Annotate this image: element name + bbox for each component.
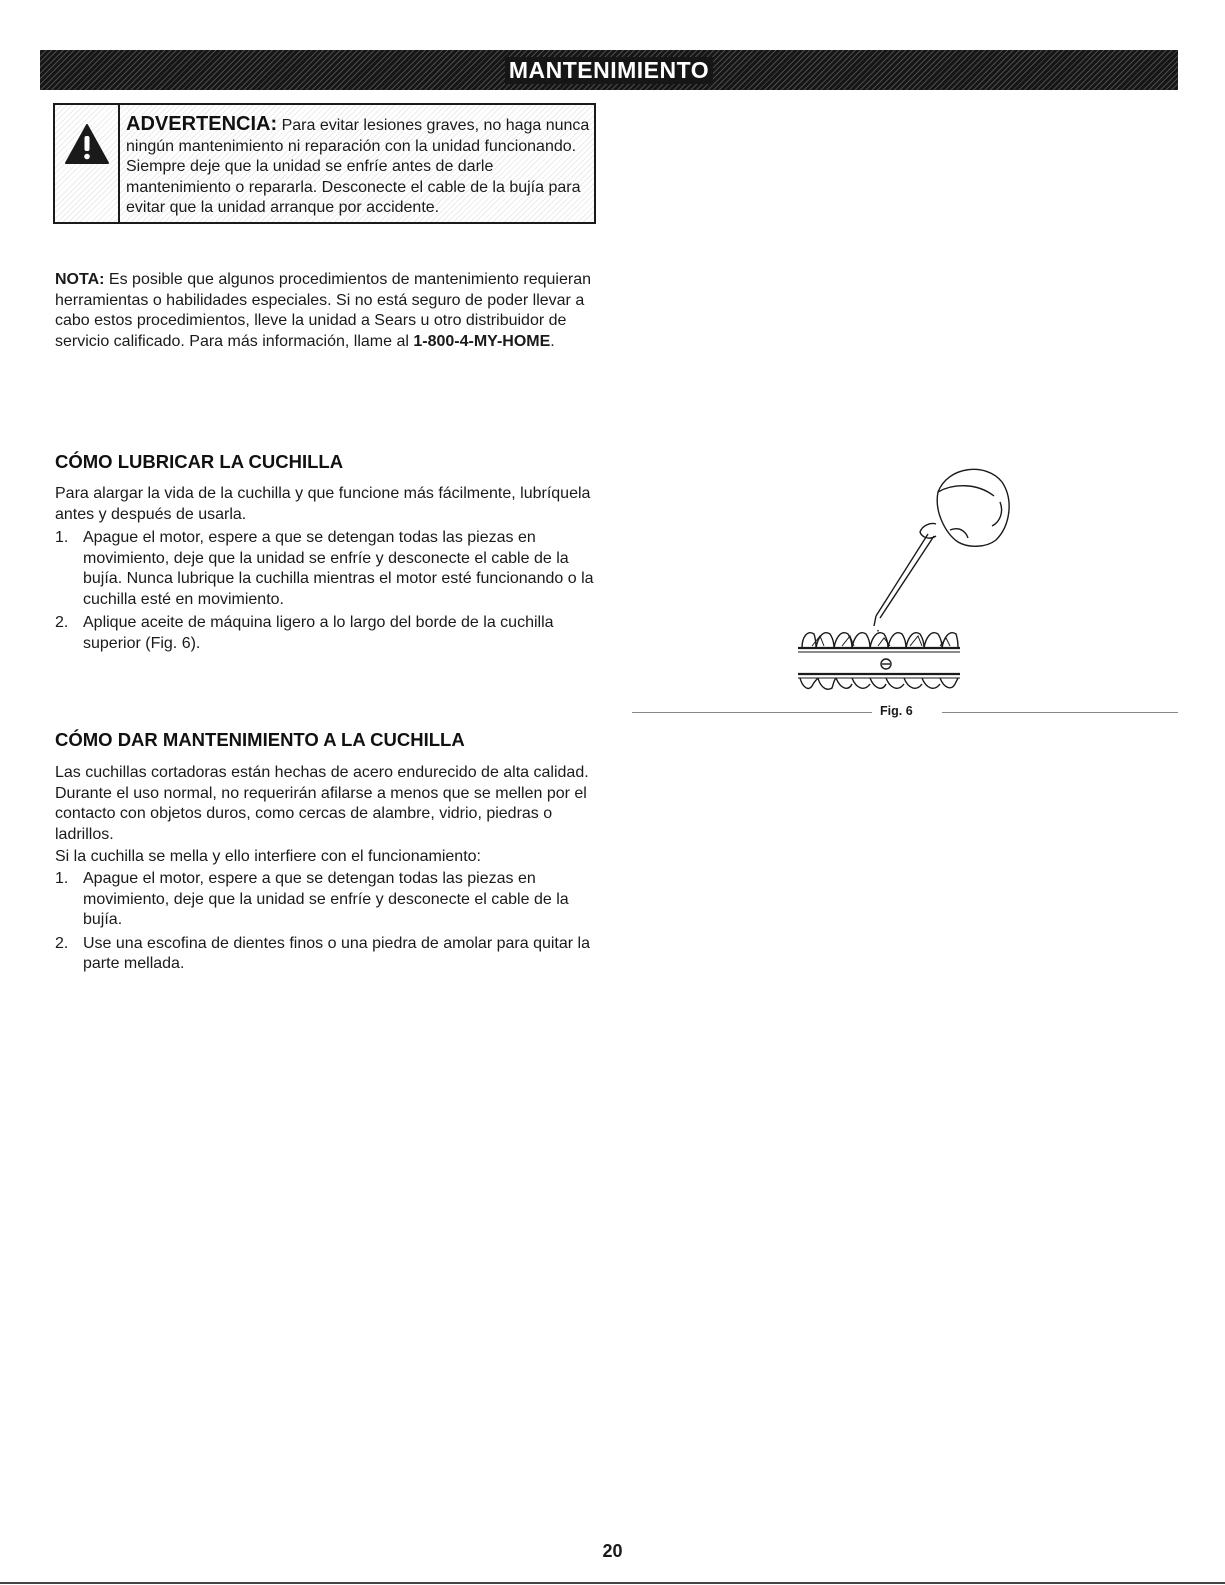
warning-triangle-icon [64, 123, 110, 165]
note-label: NOTA: [55, 271, 105, 288]
note-body: Es posible que algunos procedimientos de mantenimiento requieran herramientas o habilidades especiales. Si no está seguro de poder llevar a cabo estos procedimientos, lleve la unidad a Sears u otro distribuidor de servicio calificado. Para más información, llame al [55, 271, 591, 350]
steps-maintain [55, 869, 595, 978]
warning-box [53, 103, 596, 224]
oil-can-on-blade-illustration [790, 456, 1020, 698]
figure-caption: Fig. 6 [880, 704, 913, 718]
section-title-bar [40, 50, 1178, 90]
figure-rule-right [942, 712, 1178, 713]
warning-text [126, 114, 591, 219]
page-title: MANTENIMIENTO [505, 57, 713, 84]
warning-body: Para evitar lesiones graves, no haga nunca ningún mantenimiento ni reparación con la unidad funcionando. Siempre deje que la unidad se enfríe antes de darle mantenimiento o repararla. Desconecte el cable de la bujía para evitar que la unidad arranque por accidente. [126, 117, 590, 216]
warning-icon-cell [55, 105, 120, 222]
section-heading-maintain: CÓMO DAR MANTENIMIENTO A LA CUCHILLA [55, 729, 465, 750]
section-heading-lubricate: CÓMO LUBRICAR LA CUCHILLA [55, 451, 344, 472]
step-text: Apague el motor, espere a que se detengan todas las piezas en movimiento, deje que la unidad se enfríe y desconecte el cable de la bujía. [83, 870, 569, 928]
step-text: Use una escofina de dientes finos o una piedra de amolar para quitar la parte mellada. [83, 934, 590, 972]
step-item [55, 613, 595, 654]
step-number: 2. [55, 614, 69, 631]
steps-lubricate [55, 528, 595, 657]
note-block [55, 270, 595, 352]
figure-rule-left [632, 712, 872, 713]
section-intro-lubricate: Para alargar la vida de la cuchilla y que funcione más fácilmente, lubríquela antes y después de usarla. [55, 485, 591, 523]
step-number: 2. [55, 934, 69, 952]
note-end: . [550, 332, 555, 350]
step-item [55, 528, 595, 610]
section-intro-maintain: Las cuchillas cortadoras están hechas de acero endurecido de alta calidad. Durante el uso normal, no requerirán afilarse a menos que se mellen por el contacto con objetos duros, como cercas de alambre, vidrio, piedras o ladrillos. [55, 764, 589, 843]
bottom-rule [0, 1582, 1225, 1584]
page-number: 20 [602, 1541, 623, 1561]
step-item [55, 869, 595, 931]
step-text: Aplique aceite de máquina ligero a lo largo del borde de la cuchilla superior (Fig. 6). [83, 614, 554, 652]
warning-label: ADVERTENCIA: [126, 113, 278, 135]
section-intro2-maintain: Si la cuchilla se mella y ello interfiere con el funcionamiento: [55, 848, 481, 865]
step-number: 1. [55, 870, 69, 887]
step-number: 1. [55, 529, 69, 546]
step-text: Apague el motor, espere a que se detengan todas las piezas en movimiento, deje que la unidad se enfríe y desconecte el cable de la bujía. Nunca lubrique la cuchilla mientras el motor esté funcionando o la cuchilla esté en movimiento. [83, 529, 594, 608]
step-item [55, 934, 595, 975]
phone-number: 1-800-4-MY-HOME [413, 332, 551, 350]
figure-oil-can [790, 456, 1020, 698]
